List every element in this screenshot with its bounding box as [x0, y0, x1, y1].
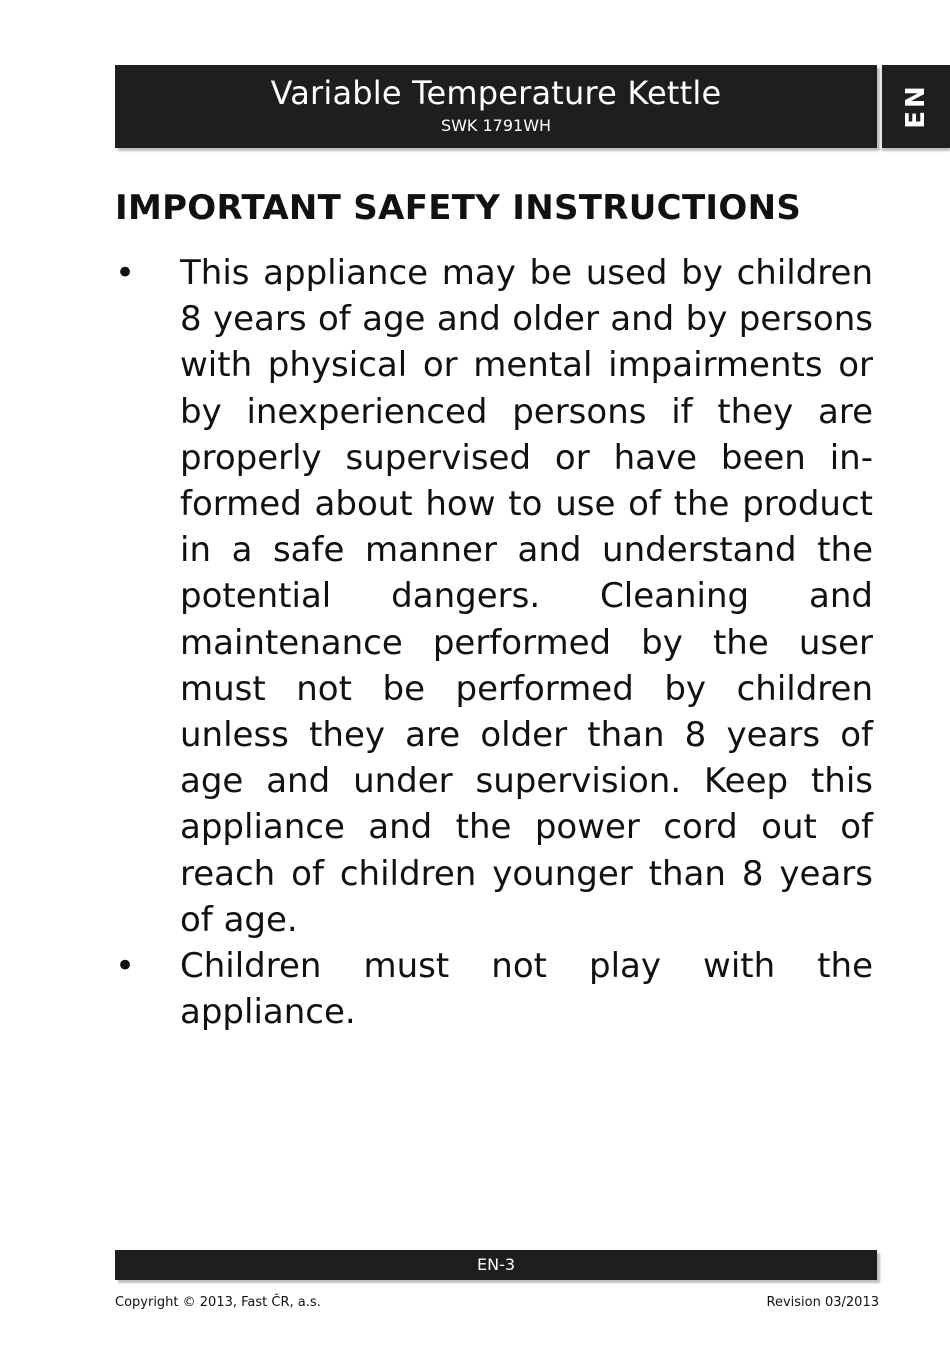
copyright-notice: Copyright © 2013, Fast ČR, a.s. — [115, 1295, 321, 1310]
language-tab — [882, 65, 950, 148]
bullet-icon: • — [115, 946, 136, 987]
bullet-icon: • — [115, 253, 136, 293]
section-heading: IMPORTANT SAFETY INSTRUCTIONS — [115, 188, 802, 228]
list-item — [115, 943, 873, 1035]
document-header — [115, 65, 877, 148]
list-item — [115, 250, 873, 943]
product-title: Variable Temperature Kettle — [270, 74, 722, 112]
safety-instructions-list — [115, 250, 873, 1035]
model-number: SWK 1791WH — [440, 116, 552, 135]
list-item-text: This appliance may be used by children 8 years of age and older and by persons with physical or mental impairments or by inexperienced persons if they are properly supervised or have been informed about how to use of the product in a safe manner and understand the potential dangers. Cleaning and maintenance performed by the user must not be performed by children unless they are older than 8 years of age and under supervision. Keep this appliance and the power cord out of reach of children younger than 8 years of age. — [180, 253, 873, 940]
list-item-text: Children must not play with the appliance. — [180, 946, 873, 1033]
page-number: EN-3 — [476, 1255, 516, 1274]
language-label: EN — [901, 83, 931, 129]
page-number-bar — [115, 1250, 877, 1280]
revision-label: Revision 03/2013 — [766, 1295, 879, 1310]
